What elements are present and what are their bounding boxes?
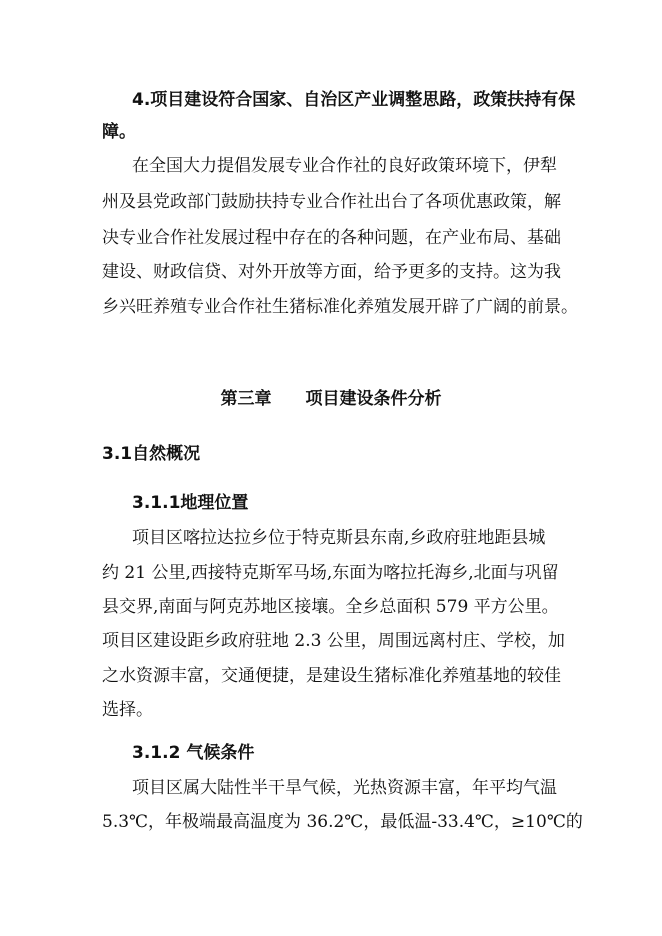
- section-4-paragraph-line: 乡兴旺养殖专业合作社生猪标准化养殖发展开辟了广阔的前景。: [102, 297, 578, 317]
- section-3-1-1-paragraph-line: 约 21 公里,西接特克斯军马场,东面为喀拉托海乡,北面与巩留: [102, 563, 559, 583]
- chapter-name: 项目建设条件分析: [305, 389, 442, 409]
- section-3-1-2-paragraph-line: 项目区属大陆性半干旱气候，光热资源丰富，年平均气温: [132, 778, 557, 798]
- section-4-paragraph-line: 建设、财政信贷、对外开放等方面，给予更多的支持。这为我: [102, 262, 561, 282]
- section-3-1-1-paragraph-line: 项目区喀拉达拉乡位于特克斯县东南,乡政府驻地距县城: [132, 528, 546, 548]
- chapter-number: 第三章: [220, 389, 272, 409]
- section-4-paragraph-line: 决专业合作社发展过程中存在的各种问题，在产业布局、基础: [102, 228, 561, 248]
- section-3-1-1-paragraph-line: 县交界,南面与阿克苏地区接壤。全乡总面积 579 平方公里。: [102, 597, 559, 617]
- section-4-heading-line1: 4.项目建设符合国家、自治区产业调整思路，政策扶持有保: [132, 90, 576, 110]
- section-3-1-1-paragraph-line: 之水资源丰富，交通便捷，是建设生猪标准化养殖基地的较佳: [102, 666, 561, 686]
- section-3-1-2-heading: 3.1.2 气候条件: [132, 743, 255, 763]
- section-4-paragraph-line: 在全国大力提倡发展专业合作社的良好政策环境下，伊犁: [132, 156, 557, 176]
- section-3-1-2-paragraph-line: 5.3℃，年极端最高温度为 36.2℃，最低温-33.4℃，≥10℃的: [102, 812, 583, 832]
- section-3-1-1-paragraph-line: 选择。: [102, 700, 153, 720]
- section-4-paragraph-line: 州及县党政部门鼓励扶持专业合作社出台了各项优惠政策，解: [102, 192, 561, 212]
- section-3-1-heading: 3.1自然概况: [102, 444, 201, 464]
- section-3-1-1-paragraph-line: 项目区建设距乡政府驻地 2.3 公里，周围远离村庄、学校，加: [102, 631, 565, 651]
- chapter-title: [0, 384, 662, 409]
- section-4-heading-line2: 障。: [102, 122, 136, 142]
- section-3-1-1-heading: 3.1.1地理位置: [132, 493, 249, 513]
